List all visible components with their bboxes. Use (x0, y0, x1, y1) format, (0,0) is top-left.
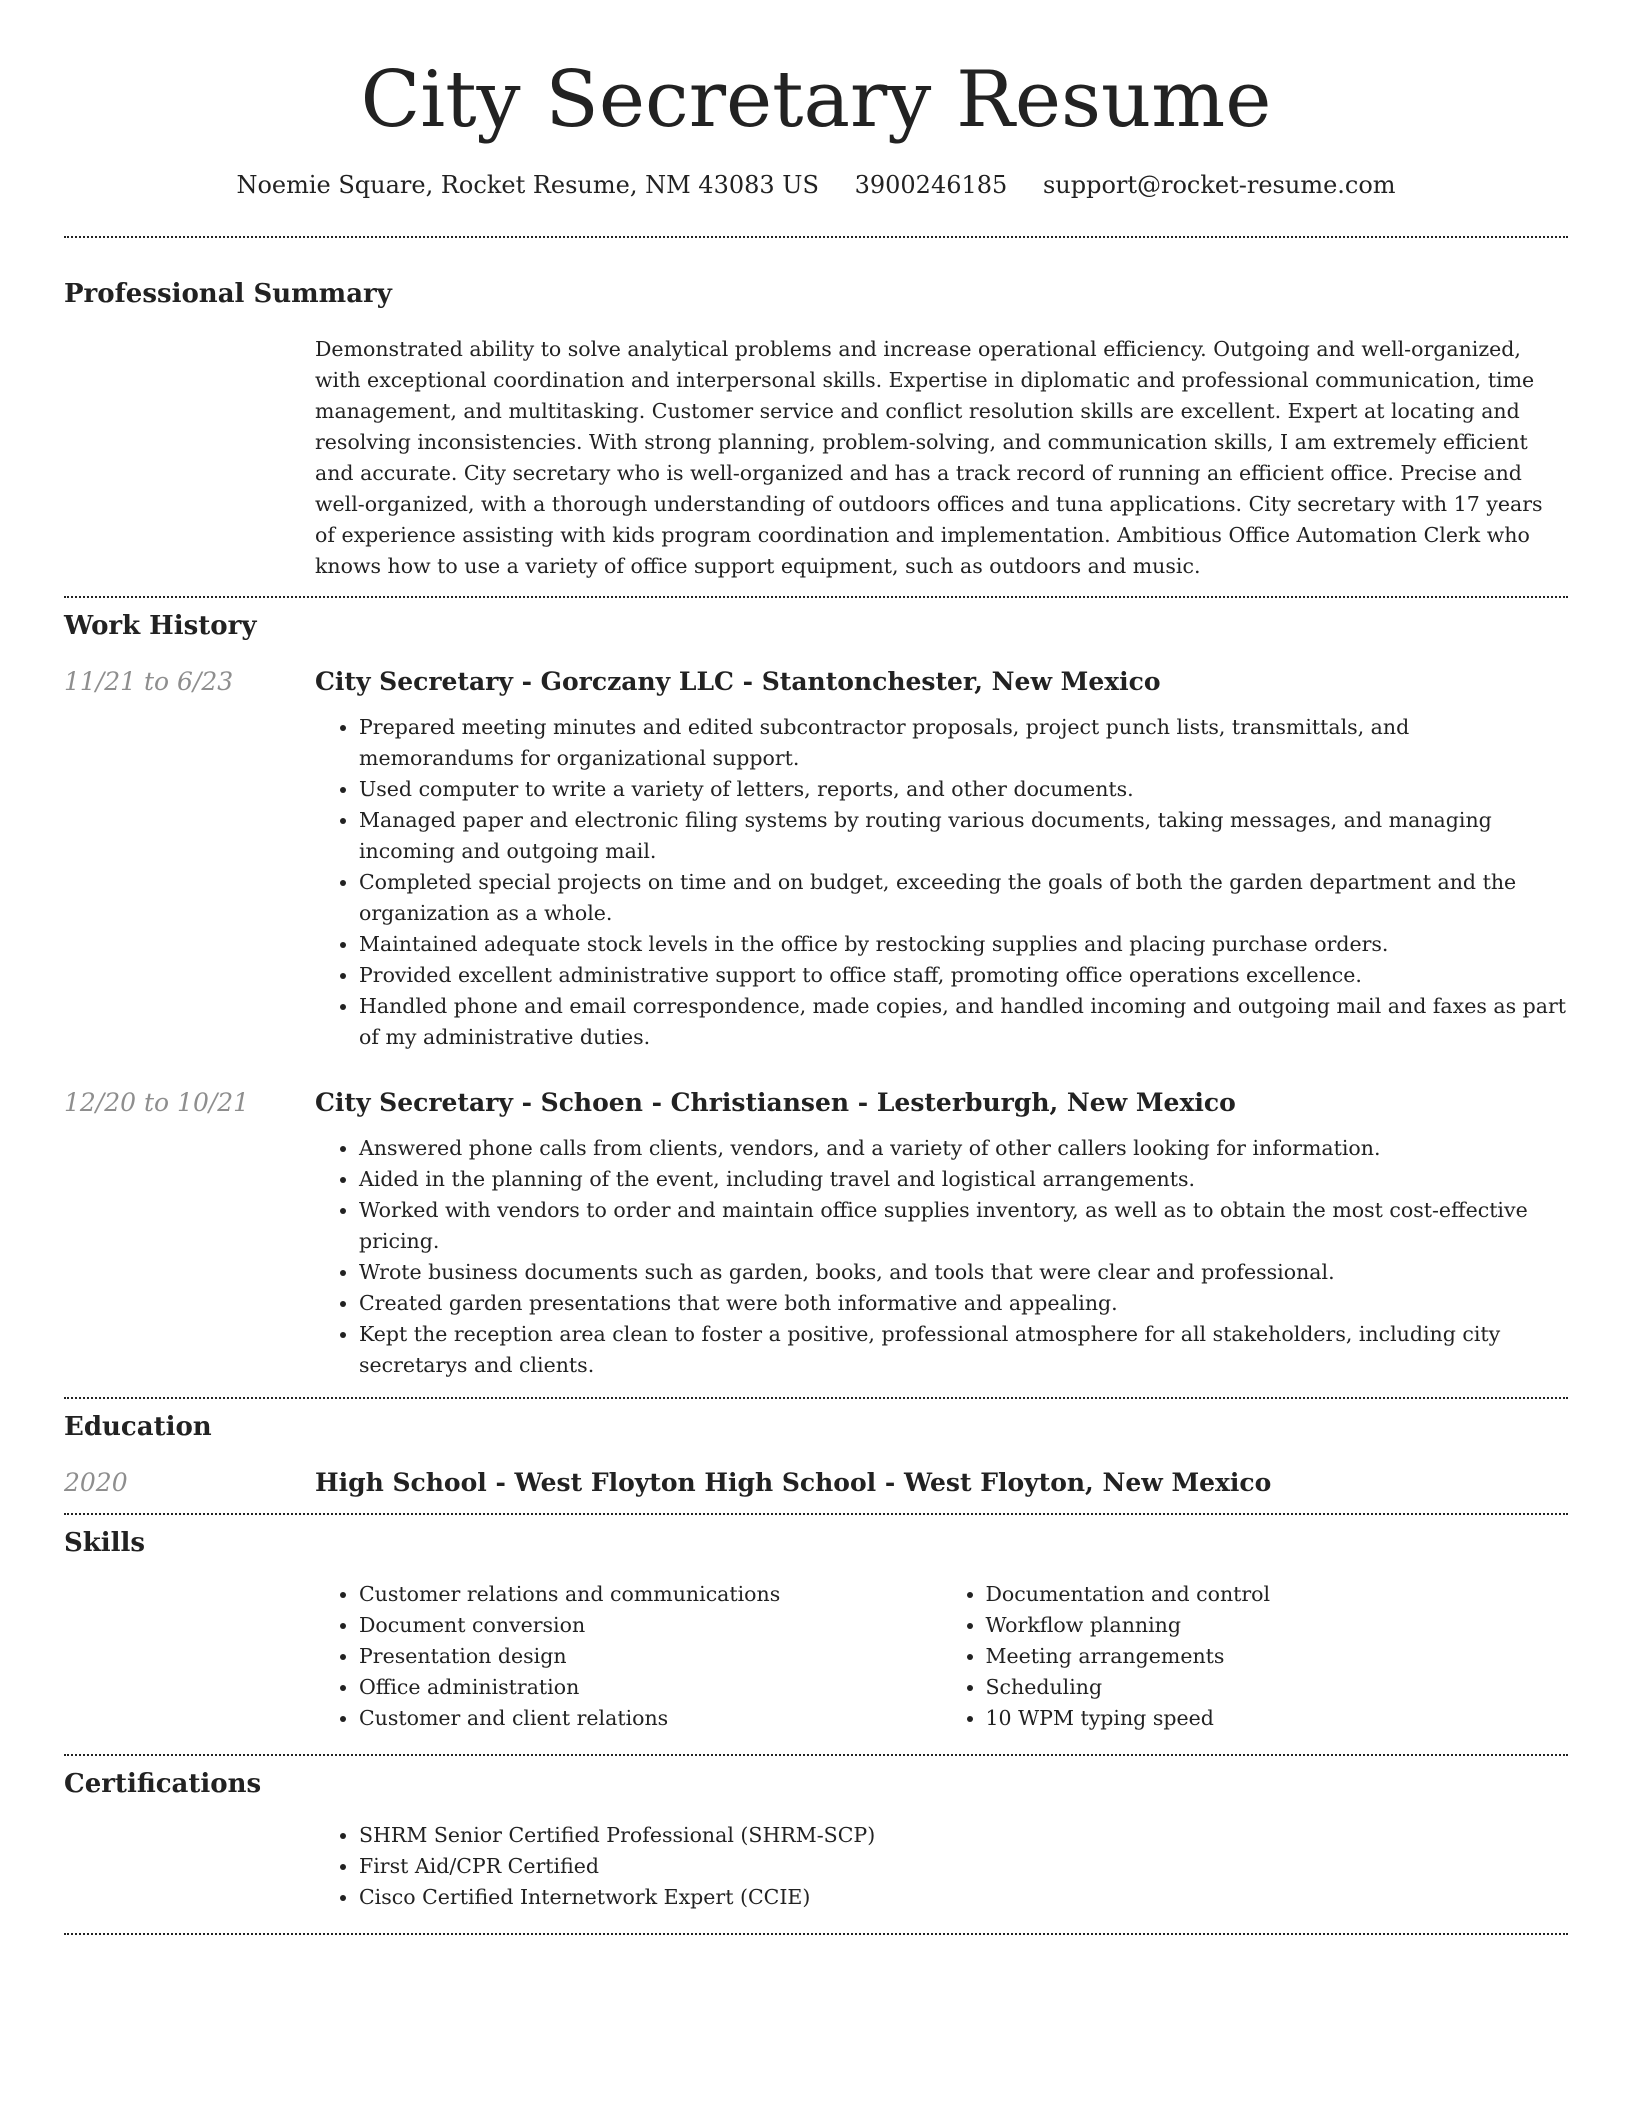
work-history-heading: Work History (64, 611, 257, 641)
skill-item: • Presentation design (359, 1641, 942, 1672)
skills-block (315, 1579, 1568, 1734)
job-bullet: • Kept the reception area clean to foster a positive, professional atmosphere for all stakeholders, including city secretarys and clients. (359, 1319, 1568, 1381)
certifications-list (315, 1820, 1568, 1913)
resume-page (64, 0, 1568, 1935)
summary-heading: Professional Summary (64, 279, 392, 309)
certification-item: • First Aid/CPR Certified (359, 1851, 1568, 1882)
job-content (315, 1085, 1568, 1381)
job-content (315, 664, 1568, 1053)
skills-heading: Skills (64, 1528, 146, 1558)
job-bullet: • Aided in the planning of the event, including travel and logistical arrangements. (359, 1164, 1568, 1195)
skill-item: • 10 WPM typing speed (986, 1703, 1569, 1734)
job-dates: 11/21 to 6/23 (64, 667, 234, 696)
contact-line (64, 168, 1568, 202)
skill-item: • Meeting arrangements (986, 1641, 1569, 1672)
certification-item: • SHRM Senior Certified Professional (SHRM-SCP) (359, 1820, 1568, 1851)
education-title: High School - West Floyton High School - West Floyton, New Mexico (315, 1468, 1272, 1497)
education-heading: Education (64, 1412, 212, 1442)
job-title: City Secretary - Gorczany LLC - Stantonchester, New Mexico (315, 667, 1161, 696)
contact-address: Noemie Square, Rocket Resume, NM 43083 US (236, 171, 819, 199)
job-bullet: • Wrote business documents such as garden, books, and tools that were clear and professional. (359, 1257, 1568, 1288)
section-divider (64, 1513, 1568, 1515)
resume-title: City Secretary Resume (360, 55, 1272, 145)
job-title: City Secretary - Schoen - Christiansen - Lesterburgh, New Mexico (315, 1088, 1236, 1117)
job-entry (64, 664, 1568, 1053)
job-bullet: • Provided excellent administrative support to office staff, promoting office operations excellence. (359, 960, 1568, 991)
skills-columns (315, 1579, 1568, 1734)
job-bullet: • Managed paper and electronic filing systems by routing various documents, taking messages, and managing incoming and outgoing mail. (359, 805, 1568, 867)
section-divider (64, 1933, 1568, 1935)
section-divider (64, 1754, 1568, 1756)
section-divider (64, 236, 1568, 238)
certification-item: • Cisco Certified Internetwork Expert (CCIE) (359, 1882, 1568, 1913)
summary-text: Demonstrated ability to solve analytical problems and increase operational efficiency. Outgoing and well-organized, with exceptional coordination and interpersonal skills. Expertise in diplomatic and professional communication, time management, and multitasking. Customer service and conflict resolution skills are excellent. Expert at locating and resolving inconsistencies. With strong planning, problem-solving, and communication skills, I am extremely efficient and accurate. City secretary who is well-organized and has a track record of running an efficient office. Precise and well-organized, with a thorough understanding of outdoors offices and tuna applications. City secretary with 17 years of experience assisting with kids program coordination and implementation. Ambitious Office Automation Clerk who knows how to use a variety of office support equipment, such as outdoors and music. (315, 337, 1543, 578)
section-divider (64, 1397, 1568, 1399)
education-year: 2020 (64, 1468, 128, 1497)
skill-item: • Document conversion (359, 1610, 942, 1641)
job-bullets (315, 712, 1568, 1053)
job-bullet: • Created garden presentations that were both informative and appealing. (359, 1288, 1568, 1319)
summary-block (315, 334, 1568, 582)
certifications-heading: Certifications (64, 1769, 262, 1799)
skill-item: • Customer relations and communications (359, 1579, 942, 1610)
job-bullets (315, 1133, 1568, 1381)
job-bullet: • Maintained adequate stock levels in the office by restocking supplies and placing purchase orders. (359, 929, 1568, 960)
skill-item: • Customer and client relations (359, 1703, 942, 1734)
contact-email: support@rocket-resume.com (1042, 171, 1396, 199)
job-dates: 12/20 to 10/21 (64, 1088, 250, 1117)
job-bullet: • Answered phone calls from clients, vendors, and a variety of other callers looking for information. (359, 1133, 1568, 1164)
education-entry (64, 1465, 1568, 1501)
job-entry (64, 1085, 1568, 1381)
skill-item: • Office administration (359, 1672, 942, 1703)
skills-list-left (315, 1579, 942, 1734)
skill-item: • Scheduling (986, 1672, 1569, 1703)
skill-item: • Documentation and control (986, 1579, 1569, 1610)
job-bullet: • Prepared meeting minutes and edited subcontractor proposals, project punch lists, transmittals, and memorandums for organizational support. (359, 712, 1568, 774)
section-divider (64, 596, 1568, 598)
job-bullet: • Completed special projects on time and on budget, exceeding the goals of both the garden department and the organization as a whole. (359, 867, 1568, 929)
job-bullet: • Worked with vendors to order and maintain office supplies inventory, as well as to obtain the most cost-effective pricing. (359, 1195, 1568, 1257)
job-bullet: • Used computer to write a variety of letters, reports, and other documents. (359, 774, 1568, 805)
job-bullet: • Handled phone and email correspondence, made copies, and handled incoming and outgoing mail and faxes as part of my administrative duties. (359, 991, 1568, 1053)
contact-phone: 3900246185 (854, 171, 1008, 199)
certifications-block (315, 1820, 1568, 1913)
skill-item: • Workflow planning (986, 1610, 1569, 1641)
skills-list-right (942, 1579, 1569, 1734)
education-content (315, 1465, 1568, 1501)
